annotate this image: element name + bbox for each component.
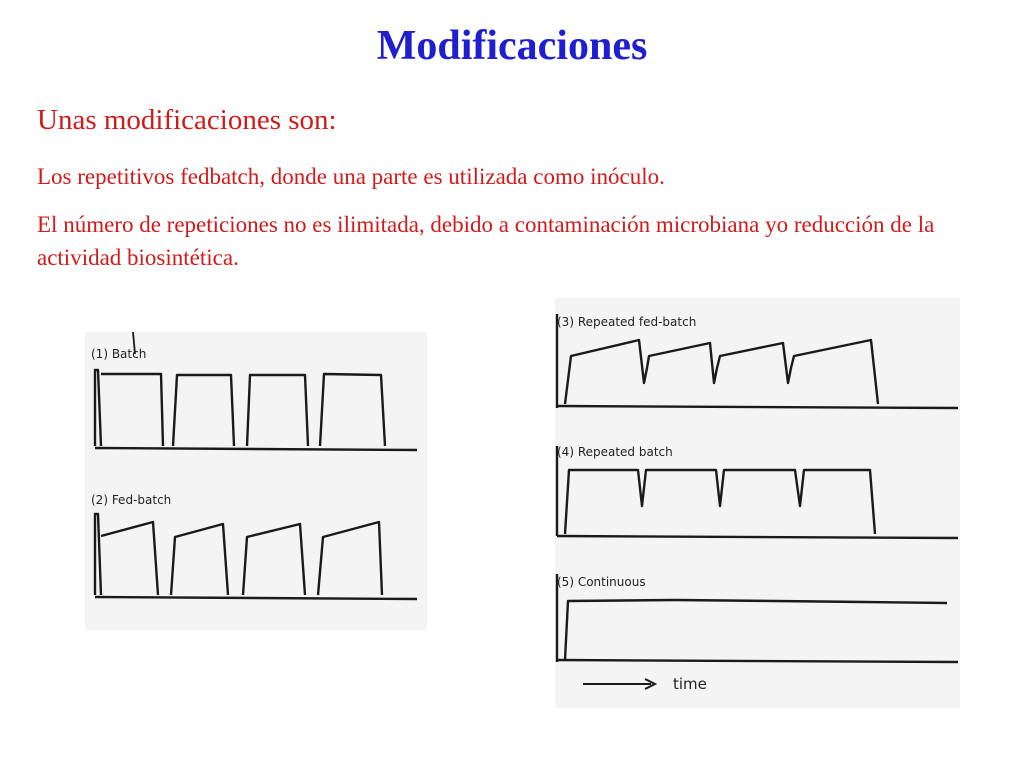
plot-label-repeated-batch: (4) Repeated batch — [557, 445, 673, 459]
paragraph-repeated-fedbatch: Los repetitivos fedbatch, donde una parte es utilizada como inóculo. — [37, 164, 665, 189]
figure-batch-fedbatch-svg — [85, 332, 427, 630]
plot-label-repeated-fedbatch: (3) Repeated fed-batch — [557, 315, 697, 329]
plot-label-continuous: (5) Continuous — [557, 575, 646, 589]
figure-batch-fedbatch — [85, 332, 427, 630]
figure-repeated-continuous-svg — [555, 298, 960, 708]
repeated-batch-baseline — [557, 536, 958, 538]
plot-label-fedbatch: (2) Fed-batch — [91, 493, 172, 507]
slide-title: Modificaciones — [376, 23, 648, 69]
batch-baseline — [95, 448, 417, 450]
paragraph-repetition-limits: El número de repeticiones no es ilimitada, debido a contaminación microbiana yo reducción de la actividad biosintética. — [37, 212, 935, 270]
time-axis-caption: time — [673, 675, 707, 693]
batch-trace — [95, 370, 385, 446]
slide-subtitle: Unas modificaciones son: — [37, 104, 337, 136]
figure-repeated-continuous — [555, 298, 960, 708]
fedbatch-baseline — [95, 597, 417, 599]
repeated-batch-trace — [557, 446, 875, 536]
fedbatch-trace — [95, 514, 382, 595]
repeated-fedbatch-baseline — [557, 406, 958, 408]
continuous-baseline — [557, 660, 958, 662]
plot-label-batch: (1) Batch — [91, 347, 147, 361]
